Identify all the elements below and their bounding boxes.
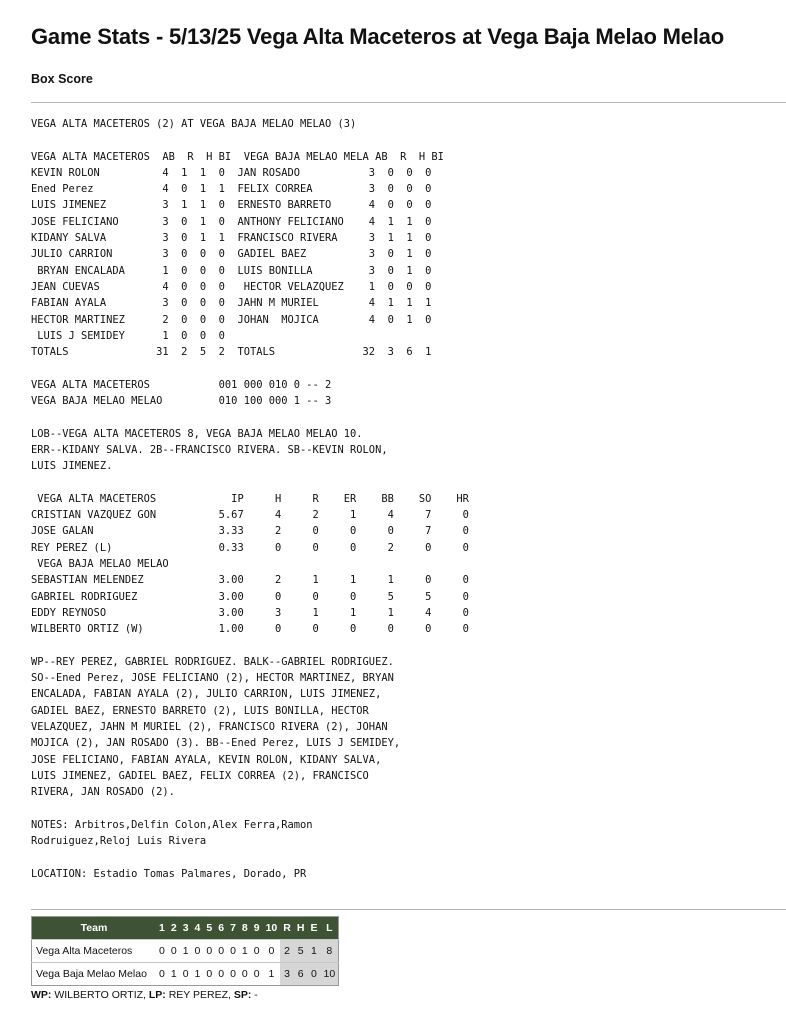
box-score-text: VEGA ALTA MACETEROS (2) AT VEGA BAJA MELAO MELAO (3) VEGA ALTA MACETEROS AB R H BI VEGA BAJA MELAO MELA AB R H BI KEVIN ROLON 4 1 1 0 JAN ROSADO 3 0 0 0 Ened Perez 4 0 1 1 FELIX CORREA 3 0 0 0 LUIS JIMENEZ 3 1 1 0 ERNESTO BARRETO 4 0 0 0 JOSE FELICIANO 3 0 1 0 ANTHONY FELICIANO 4 1 1 0 KIDANY SALVA 3 0 1 1 FRANCISCO RIVERA 3 1 1 0 JULIO CARRION 3 0 0 0 GADIEL BAEZ 3 0 1 0 BRYAN ENCALADA 1 0 0 0 LUIS BONILLA 3 0 1 0 JEAN CUEVAS 4 0 0 0 HECTOR VELAZQUEZ 1 0 0 0 FABIAN AYALA 3 0 0 0 JAHN M MURIEL 4 1 1 1 HECTOR MARTINEZ 2 0 0 0 JOHAN MOJICA 4 0 1 0 LUIS J SEMIDEY 1 0 0 0 TOTALS 31 2 5 2 TOTALS 32 3 6 1 VEGA ALTA MACETEROS 001 000 010 0 -- 2 VEGA BAJA MELAO MELAO 010 100 000 1 -- 3 LOB--VEGA ALTA MACETEROS 8, VEGA BAJA MELAO MELAO 10. ERR--KIDANY SALVA. 2B--FRANCISCO RIVERA. SB--KEVIN ROLON, LUIS JIMENEZ. VEGA ALTA MACETEROS IP H R ER BB SO HR CRISTIAN VAZQUEZ GON 5.67 4 2 1 4 7 0 JOSE GALAN 3.33 2 0 0 0 7 0 REY PEREZ (L) 0.33 0 0 0 2 0 0 VEGA BAJA MELAO MELAO SEBASTIAN MELENDEZ 3.00 2 1 1 1 0 0 GABRIEL RODRIGUEZ 3.00 0 0 0 5 5 0 EDDY REYNOSO 3.00 3 1 1 1 4 0 WILBERTO ORTIZ (W) 1.00 0 0 0 0 0 0 WP--REY PEREZ, GABRIEL RODRIGUEZ. BALK--GABRIEL RODRIGUEZ. SO--Ened Perez, JOSE FELICIANO (2), HECTOR MARTINEZ, BRYAN ENCALADA, FABIAN AYALA (2), JULIO CARRION, LUIS JIMENEZ, GADIEL BAEZ, ERNESTO BARRETO (2), LUIS BONILLA, HECTOR VELAZQUEZ, JAHN M MURIEL (2), FRANCISCO RIVERA (2), JOHAN MOJICA (2), JAN ROSADO (3). BB--Ened Perez, LUIS J SEMIDEY, JOSE FELICIANO, FABIAN AYALA, KEVIN ROLON, KIDANY SALVA, LUIS JIMENEZ, GADIEL BAEZ, FELIX CORREA (2), FRANCISCO RIVERA, JAN ROSADO (2). NOTES: Arbitros,Delfin Colon,Alex Ferra,Ramon Rodruiguez,Reloj Luis Rivera LOCATION: Estadio Tomas Palmares, Dorado, PR <box>31 118 469 880</box>
inning-score: 0 <box>251 963 263 986</box>
inning-header: 10 <box>263 917 281 940</box>
inning-header: 2 <box>168 917 180 940</box>
total-errors: 0 <box>307 963 320 986</box>
inning-score: 0 <box>239 963 251 986</box>
total-errors: 1 <box>307 940 320 963</box>
lob-header: L <box>320 917 338 940</box>
inning-header: 6 <box>215 917 227 940</box>
lp-value: REY PEREZ, <box>165 989 234 1001</box>
linescore-header-row <box>32 917 339 940</box>
section-heading: Box Score <box>31 72 93 86</box>
inning-score: 1 <box>168 963 180 986</box>
total-runs: 3 <box>280 963 294 986</box>
hits-header: H <box>294 917 308 940</box>
inning-header: 7 <box>227 917 239 940</box>
table-row <box>32 963 339 986</box>
inning-header: 1 <box>156 917 168 940</box>
total-lob: 10 <box>320 963 338 986</box>
inning-score: 1 <box>239 940 251 963</box>
inning-score: 0 <box>203 963 215 986</box>
total-lob: 8 <box>320 940 338 963</box>
team-column-header: Team <box>32 917 157 940</box>
inning-score: 0 <box>215 963 227 986</box>
inning-score: 0 <box>203 940 215 963</box>
inning-score: 0 <box>263 940 281 963</box>
sp-label: SP: <box>233 989 252 1001</box>
inning-header: 5 <box>203 917 215 940</box>
total-hits: 5 <box>294 940 308 963</box>
inning-score: 0 <box>215 940 227 963</box>
total-hits: 6 <box>294 963 308 986</box>
inning-score: 0 <box>156 963 168 986</box>
team-name: Vega Alta Maceteros <box>32 940 157 963</box>
total-runs: 2 <box>280 940 294 963</box>
inning-score: 0 <box>227 940 239 963</box>
sp-value: - <box>251 989 258 1001</box>
divider <box>31 102 786 103</box>
inning-score: 1 <box>180 940 192 963</box>
table-row <box>32 940 339 963</box>
inning-score: 0 <box>180 963 192 986</box>
divider <box>31 909 786 910</box>
wp-value: WILBERTO ORTIZ, <box>51 989 149 1001</box>
inning-score: 0 <box>192 940 204 963</box>
team-name: Vega Baja Melao Melao <box>32 963 157 986</box>
inning-header: 9 <box>251 917 263 940</box>
inning-score: 0 <box>251 940 263 963</box>
inning-score: 0 <box>227 963 239 986</box>
wp-label: WP: <box>31 989 52 1001</box>
pitcher-decisions <box>31 989 258 1001</box>
inning-score: 0 <box>168 940 180 963</box>
inning-header: 3 <box>180 917 192 940</box>
linescore-table <box>31 916 339 986</box>
inning-header: 4 <box>192 917 204 940</box>
inning-header: 8 <box>239 917 251 940</box>
inning-score: 0 <box>156 940 168 963</box>
runs-header: R <box>280 917 294 940</box>
inning-score: 1 <box>192 963 204 986</box>
lp-label: LP: <box>148 989 166 1001</box>
errors-header: E <box>307 917 320 940</box>
page-title: Game Stats - 5/13/25 Vega Alta Maceteros at Vega Baja Melao Melao <box>31 24 724 49</box>
inning-score: 1 <box>263 963 281 986</box>
